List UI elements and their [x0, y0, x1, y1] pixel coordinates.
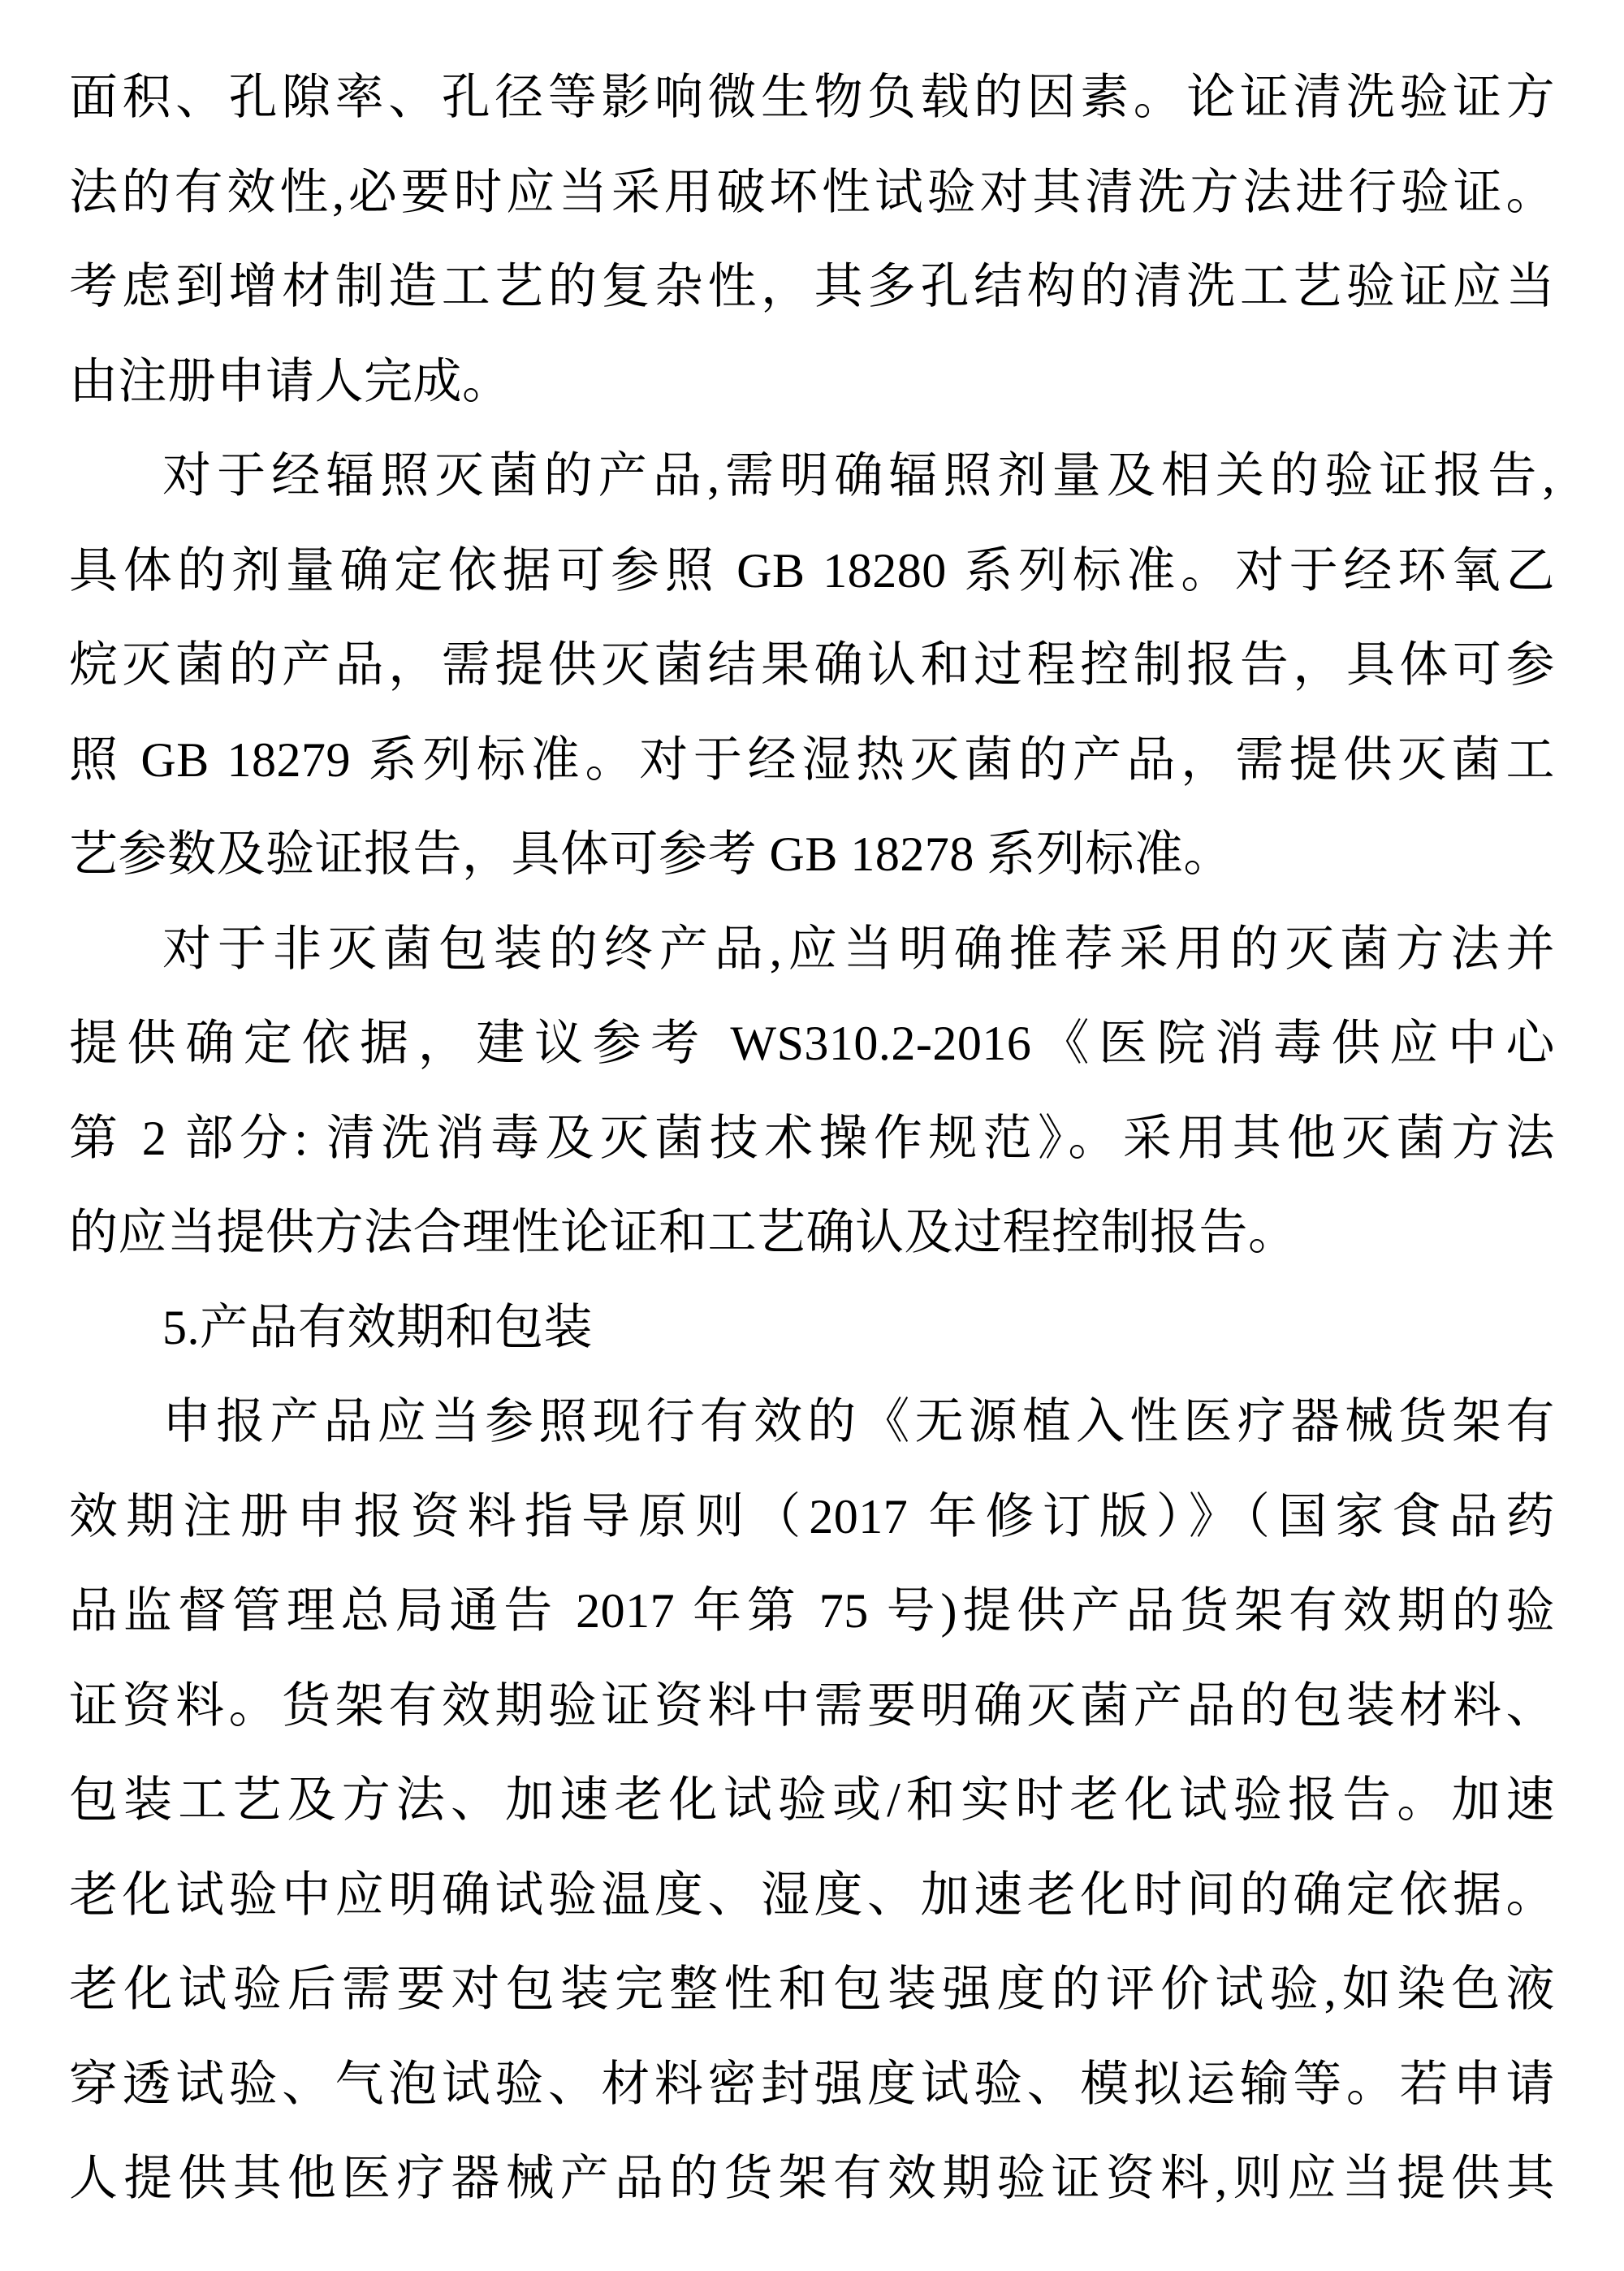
text-line: 申报产品应当参照现行有效的《无源植入性医疗器械货架有 — [162, 1395, 1555, 1449]
text-line: 照 GB 18279 系列标准。对于经湿热灭菌的产品，需提供灭菌工 — [69, 732, 1555, 787]
text-line: 考虑到增材制造工艺的复杂性，其多孔结构的清洗工艺验证应当 — [69, 260, 1555, 313]
text-line: 面积、孔隙率、孔径等影响微生物负载的因素。论证清洗验证方 — [69, 71, 1555, 124]
section-heading: 5.产品有效期和包装 — [162, 1300, 593, 1354]
text-line: 效期注册申报资料指导原则（2017 年修订版）》（国家食品药 — [69, 1489, 1555, 1544]
text-line: 的应当提供方法合理性论证和工艺确认及过程控制报告。 — [69, 1206, 1298, 1259]
text-line: 老化试验中应明确试验温度、湿度、加速老化时间的确定依据。 — [69, 1867, 1555, 1922]
text-line: 烷灭菌的产品，需提供灭菌结果确认和过程控制报告，具体可参 — [69, 638, 1555, 692]
text-line: 由注册申请人完成。 — [69, 354, 512, 408]
text-line: 品监督管理总局通告 2017 年第 75 号)提供产品货架有效期的验 — [69, 1584, 1555, 1638]
text-line: 证资料。货架有效期验证资料中需要明确灭菌产品的包装材料、 — [69, 1678, 1555, 1733]
text-line: 穿透试验、气泡试验、材料密封强度试验、模拟运输等。若申请 — [69, 2057, 1555, 2111]
text-line: 人提供其他医疗器械产品的货架有效期验证资料,则应当提供其 — [69, 2152, 1555, 2205]
text-line: 具体的剂量确定依据可参照 GB 18280 系列标准。对于经环氧乙 — [69, 543, 1555, 598]
text-line: 对于非灭菌包装的终产品,应当明确推荐采用的灭菌方法并 — [162, 922, 1555, 976]
text-line: 包装工艺及方法、加速老化试验或/和实时老化试验报告。加速 — [69, 1773, 1555, 1827]
text-line: 第 2 部分: 清洗消毒及灭菌技术操作规范》。采用其他灭菌方法 — [69, 1111, 1555, 1165]
text-line: 老化试验后需要对包装完整性和包装强度的评价试验,如染色液 — [69, 1962, 1555, 2016]
text-line: 艺参数及验证报告，具体可参考 GB 18278 系列标准。 — [69, 827, 1233, 881]
text-line: 法的有效性,必要时应当采用破坏性试验对其清洗方法进行验证。 — [69, 165, 1555, 219]
text-line: 对于经辐照灭菌的产品,需明确辐照剂量及相关的验证报告, — [162, 449, 1555, 503]
text-line: 提供确定依据，建议参考 WS310.2-2016《医院消毒供应中心 — [69, 1017, 1555, 1070]
